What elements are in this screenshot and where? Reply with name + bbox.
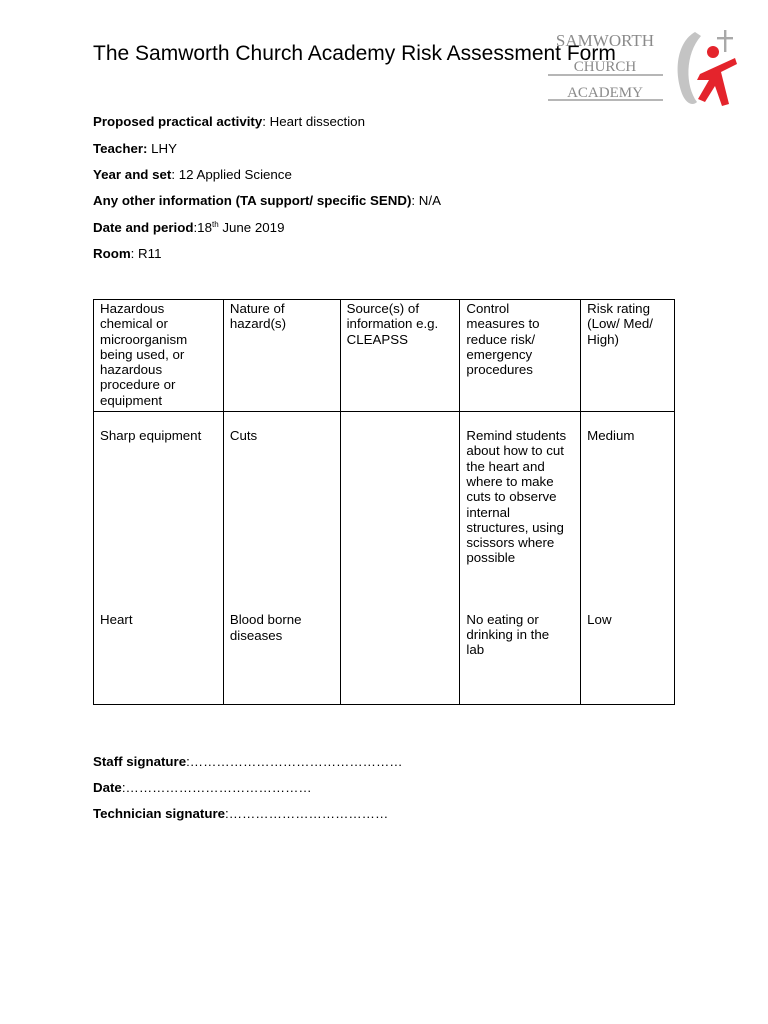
table-row: [94, 412, 675, 705]
staff-signature-line: :…………………………………………: [186, 754, 403, 769]
technician-signature-label: Technician signature: [93, 806, 226, 821]
header-nature: Nature of hazard(s): [223, 300, 340, 412]
activity-label: Proposed practical activity: [93, 114, 263, 129]
year-label: Year and set: [93, 167, 172, 182]
activity-value: : Heart dissection: [262, 114, 365, 129]
field-year-set: [93, 167, 292, 182]
nature-cell: Cuts Blood borne diseases: [223, 412, 340, 705]
teacher-label: Teacher:: [93, 141, 148, 156]
logo-line-1: SAMWORTH: [555, 31, 655, 50]
field-other-info: [93, 193, 441, 208]
date-sup: th: [211, 220, 219, 229]
hazard-cell: Sharp equipment Heart: [94, 412, 224, 705]
staff-signature-label: Staff signature: [93, 754, 187, 769]
teacher-value: LHY: [147, 141, 178, 156]
source-cell: [340, 412, 460, 705]
header-rating: Risk rating (Low/ Med/ High): [581, 300, 675, 412]
header-control: Control measures to reduce risk/ emergency procedures: [460, 300, 581, 412]
staff-signature: [93, 754, 403, 769]
control-cell: Remind students about how to cut the heart and where to make cuts to observe internal structures, using scissors where possible No eating or drinking in the lab: [460, 412, 581, 705]
year-value: : 12 Applied Science: [171, 167, 292, 182]
signature-date: [93, 780, 312, 795]
other-value: : N/A: [411, 193, 441, 208]
red-figure-icon: [697, 46, 737, 106]
room-value: : R11: [130, 246, 162, 261]
date-suffix: June 2019: [218, 220, 285, 235]
field-teacher: [93, 141, 177, 156]
rating-cell: Medium Low: [581, 412, 675, 705]
cross-icon: [724, 30, 726, 52]
samworth-church-academy-logo: [545, 24, 745, 114]
signature-date-line: :……………………………………: [121, 780, 312, 795]
other-label: Any other information (TA support/ specific SEND): [93, 193, 412, 208]
technician-signature-line: :………………………………: [225, 806, 389, 821]
logo-line-2: CHURCH: [573, 59, 637, 75]
date-prefix: :18: [193, 220, 212, 235]
table-header-row: [94, 300, 675, 412]
header-source: Source(s) of information e.g. CLEAPSS: [340, 300, 460, 412]
logo-line-3: ACADEMY: [567, 85, 643, 101]
signature-date-label: Date: [93, 780, 122, 795]
date-period-label: Date and period: [93, 220, 194, 235]
swoosh-icon: [678, 32, 701, 104]
field-date-period: [93, 220, 284, 235]
risk-table: [93, 299, 675, 705]
field-activity: [93, 114, 365, 129]
room-label: Room: [93, 246, 131, 261]
field-room: [93, 246, 161, 261]
page-title: The Samworth Church Academy Risk Assessment Form: [93, 42, 616, 65]
technician-signature: [93, 806, 388, 821]
header-hazard: Hazardous chemical or microorganism being used, or hazardous procedure or equipment: [94, 300, 224, 412]
